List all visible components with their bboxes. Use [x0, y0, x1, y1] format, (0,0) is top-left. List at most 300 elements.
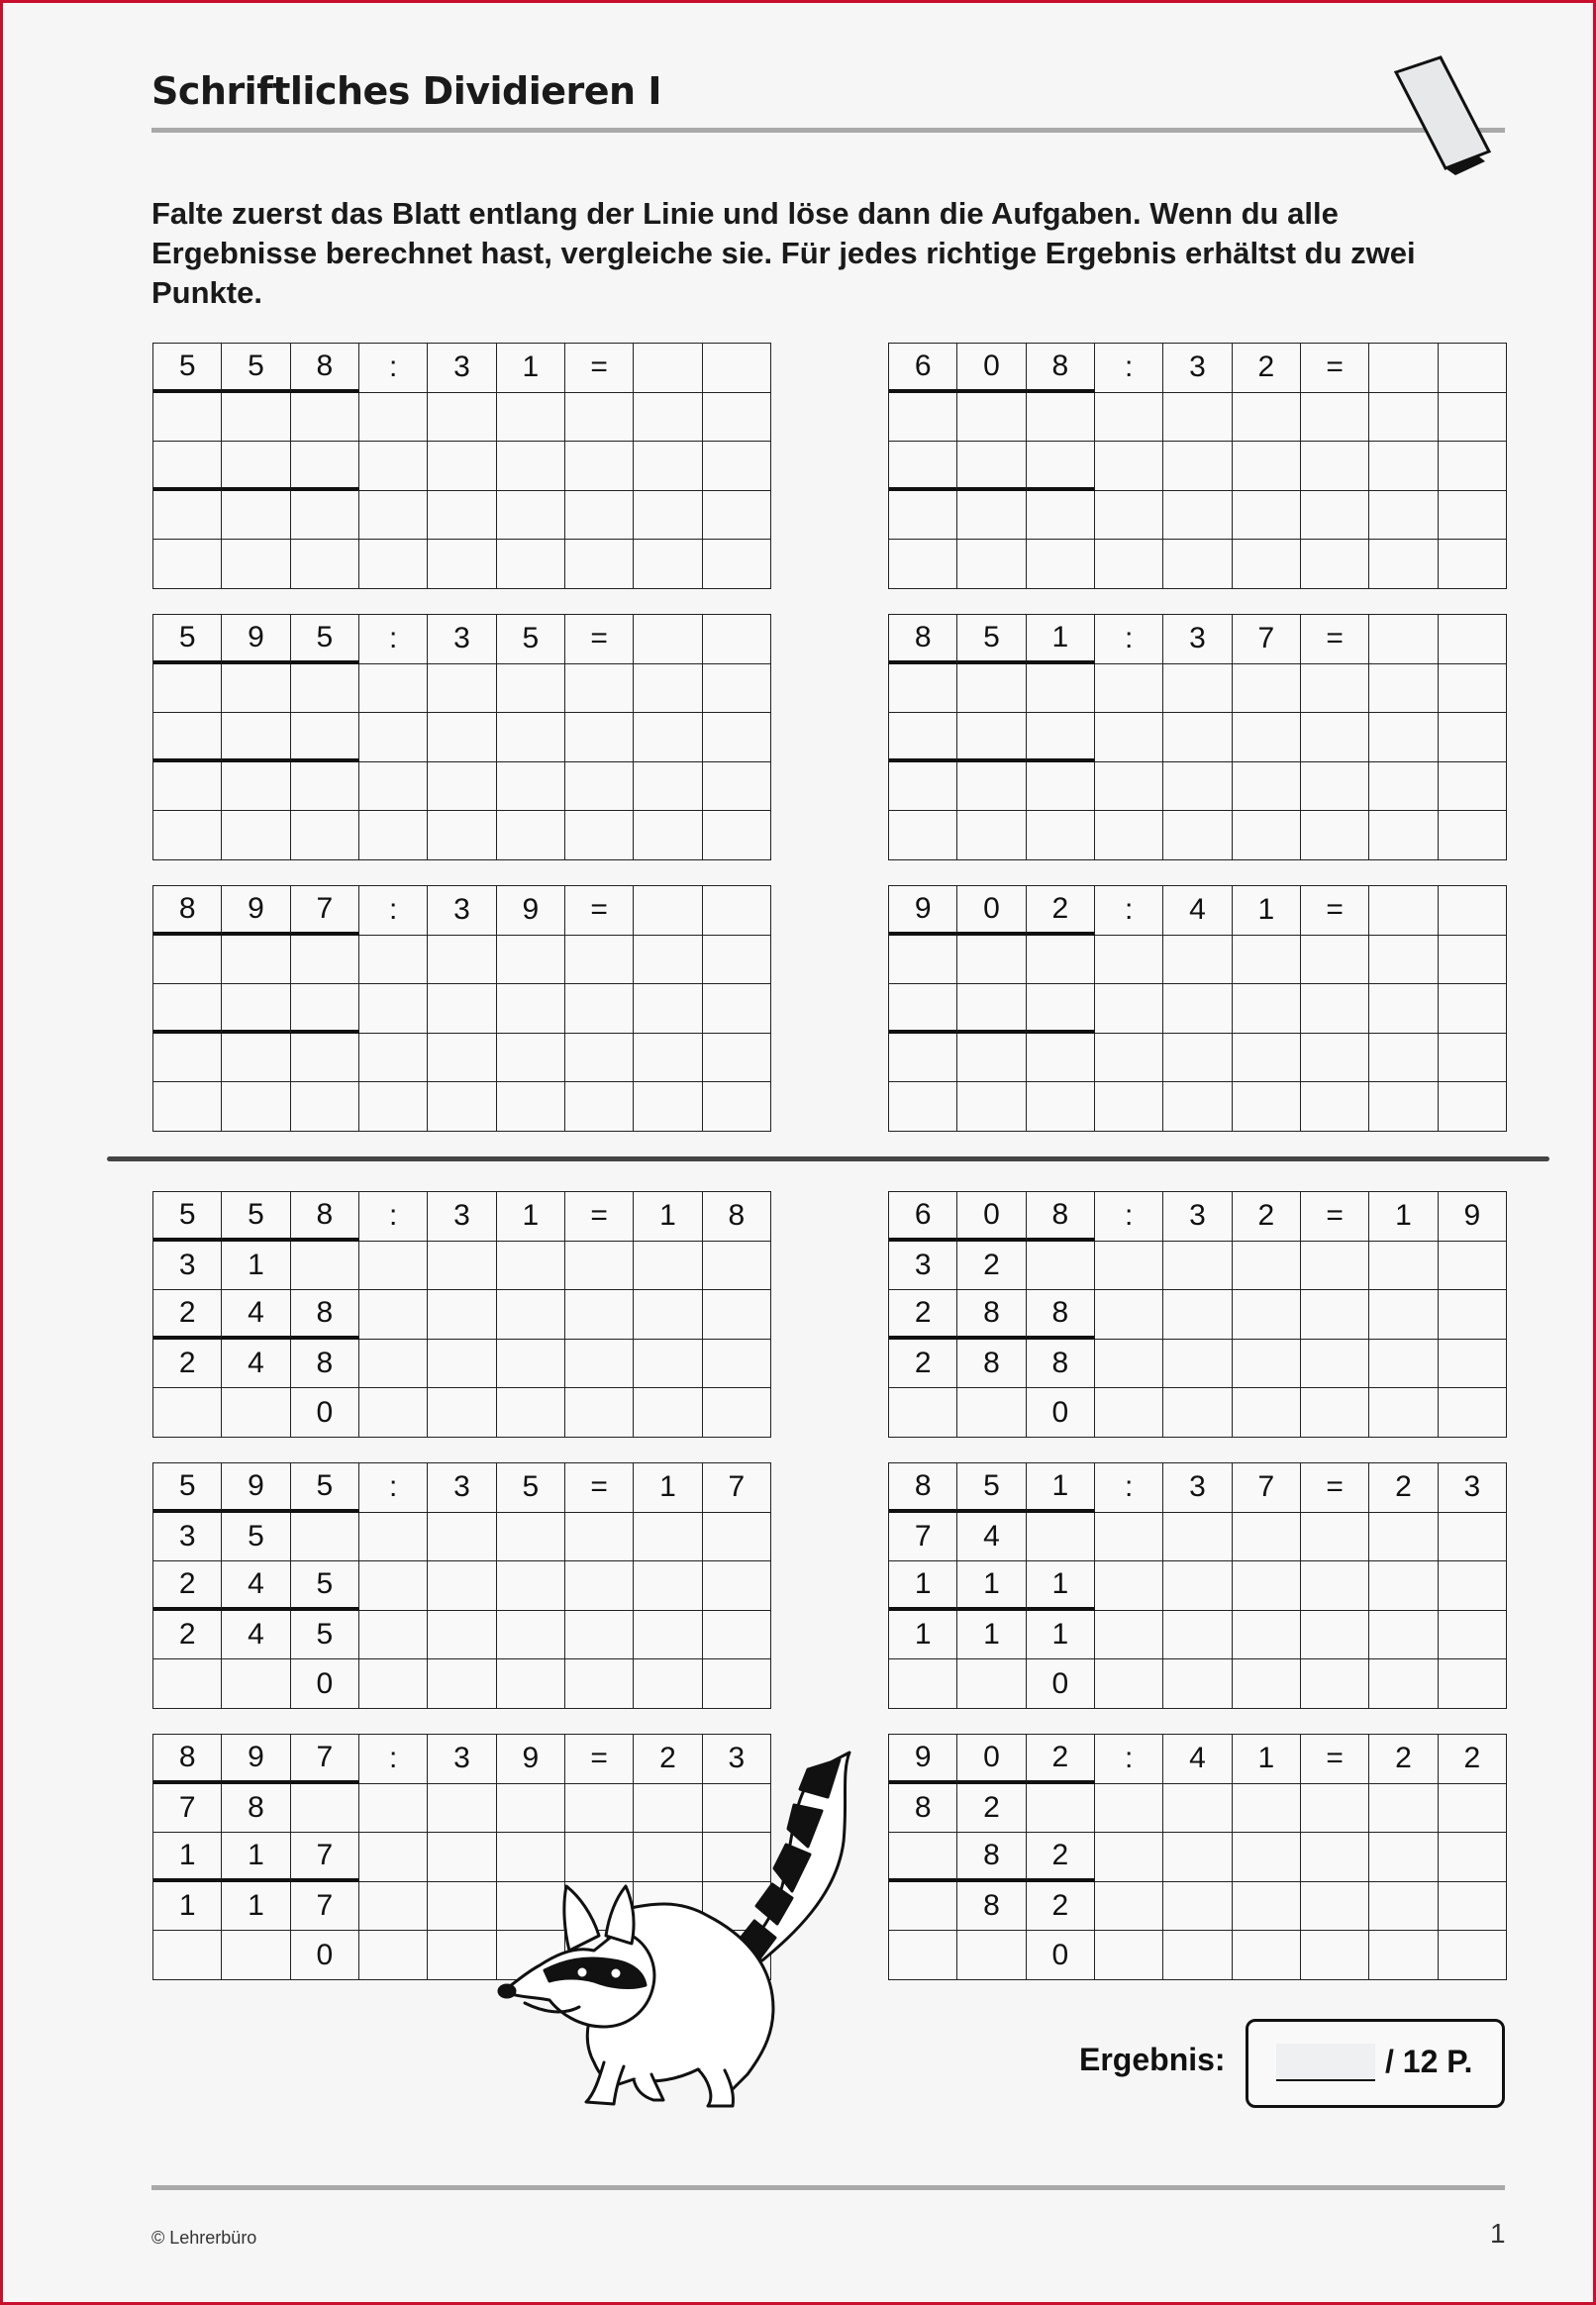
grid-cell	[703, 1290, 771, 1340]
grid-cell[interactable]	[153, 491, 222, 541]
grid-cell[interactable]	[703, 762, 771, 812]
grid-cell[interactable]: 7	[1233, 615, 1301, 664]
division-grid[interactable]	[888, 343, 1507, 589]
grid-cell	[1233, 1561, 1301, 1611]
grid-cell[interactable]	[703, 811, 771, 860]
grid-cell[interactable]	[1027, 1034, 1095, 1083]
grid-cell[interactable]	[1233, 762, 1301, 812]
grid-cell[interactable]: 4	[1163, 886, 1232, 936]
grid-cell[interactable]	[1369, 344, 1438, 393]
grid-cell[interactable]	[1369, 762, 1438, 812]
grid-cell[interactable]	[291, 713, 359, 762]
grid-cell[interactable]	[153, 713, 222, 762]
grid-cell[interactable]	[497, 713, 565, 762]
grid-cell[interactable]: 5	[222, 344, 290, 393]
grid-cell[interactable]	[565, 442, 634, 491]
grid-cell[interactable]	[153, 442, 222, 491]
grid-cell[interactable]	[1163, 811, 1232, 860]
grid-cell[interactable]	[703, 1082, 771, 1132]
grid-cell[interactable]	[291, 1034, 359, 1083]
grid-cell[interactable]	[565, 491, 634, 541]
grid-cell[interactable]	[222, 1034, 290, 1083]
grid-cell[interactable]: 3	[1163, 344, 1232, 393]
grid-cell[interactable]	[1439, 393, 1507, 443]
grid-cell[interactable]: 3	[428, 344, 496, 393]
grid-cell[interactable]	[1369, 393, 1438, 443]
grid-cell[interactable]: 5	[291, 615, 359, 664]
grid-cell[interactable]	[889, 491, 957, 541]
grid-cell[interactable]	[1439, 1034, 1507, 1083]
grid-cell[interactable]	[1163, 984, 1232, 1034]
grid-cell[interactable]	[153, 540, 222, 589]
division-grid[interactable]	[152, 885, 771, 1132]
grid-cell[interactable]	[1439, 886, 1507, 936]
grid-cell[interactable]	[1301, 393, 1369, 443]
grid-cell[interactable]: 8	[889, 615, 957, 664]
grid-cell[interactable]	[359, 811, 428, 860]
grid-cell[interactable]	[889, 540, 957, 589]
grid-cell[interactable]	[1301, 1082, 1369, 1132]
grid-cell[interactable]	[1163, 936, 1232, 985]
grid-cell[interactable]	[291, 540, 359, 589]
grid-cell[interactable]	[1163, 664, 1232, 714]
grid-cell[interactable]	[1439, 491, 1507, 541]
grid-cell[interactable]	[222, 393, 290, 443]
grid-cell[interactable]	[153, 936, 222, 985]
grid-cell[interactable]	[222, 1082, 290, 1132]
grid-cell	[1163, 1513, 1232, 1562]
grid-cell[interactable]	[1369, 540, 1438, 589]
grid-cell[interactable]: =	[1301, 615, 1369, 664]
division-grid[interactable]	[888, 614, 1507, 860]
grid-cell[interactable]	[1233, 713, 1301, 762]
grid-cell[interactable]: 3	[428, 615, 496, 664]
grid-cell[interactable]	[222, 442, 290, 491]
grid-cell[interactable]	[497, 664, 565, 714]
grid-cell	[1439, 1388, 1507, 1438]
grid-cell[interactable]	[565, 393, 634, 443]
grid-cell[interactable]	[703, 442, 771, 491]
grid-cell[interactable]	[1301, 442, 1369, 491]
grid-cell[interactable]	[889, 984, 957, 1034]
grid-cell[interactable]	[634, 713, 702, 762]
grid-cell[interactable]	[1233, 664, 1301, 714]
grid-cell[interactable]	[222, 984, 290, 1034]
grid-cell[interactable]	[703, 540, 771, 589]
grid-cell[interactable]	[1095, 393, 1163, 443]
grid-cell[interactable]	[428, 491, 496, 541]
grid-cell[interactable]	[1027, 984, 1095, 1034]
grid-cell[interactable]: 9	[222, 886, 290, 936]
grid-cell[interactable]	[1369, 811, 1438, 860]
grid-cell[interactable]	[1027, 393, 1095, 443]
grid-cell[interactable]	[1233, 540, 1301, 589]
grid-cell[interactable]	[1369, 1082, 1438, 1132]
grid-cell	[1369, 1882, 1438, 1932]
grid-cell[interactable]	[1095, 540, 1163, 589]
grid-cell[interactable]	[1301, 762, 1369, 812]
grid-cell[interactable]	[1027, 540, 1095, 589]
grid-cell[interactable]	[291, 811, 359, 860]
grid-cell[interactable]	[1095, 1082, 1163, 1132]
grid-cell[interactable]	[889, 762, 957, 812]
grid-cell[interactable]	[957, 936, 1026, 985]
grid-cell[interactable]	[1369, 936, 1438, 985]
grid-cell[interactable]	[359, 936, 428, 985]
grid-cell[interactable]	[497, 491, 565, 541]
grid-cell[interactable]	[222, 936, 290, 985]
grid-cell[interactable]: :	[359, 886, 428, 936]
grid-cell[interactable]	[222, 664, 290, 714]
grid-cell	[1163, 1882, 1232, 1932]
grid-cell[interactable]: 7	[291, 886, 359, 936]
grid-cell[interactable]	[497, 984, 565, 1034]
grid-cell[interactable]	[359, 1034, 428, 1083]
grid-cell[interactable]	[497, 1082, 565, 1132]
grid-cell[interactable]	[359, 491, 428, 541]
grid-cell[interactable]	[291, 936, 359, 985]
grid-cell[interactable]: :	[359, 344, 428, 393]
grid-cell[interactable]	[359, 984, 428, 1034]
grid-cell[interactable]	[359, 393, 428, 443]
grid-cell[interactable]: 0	[957, 886, 1026, 936]
grid-cell[interactable]	[1027, 442, 1095, 491]
grid-cell[interactable]	[1301, 811, 1369, 860]
grid-cell[interactable]	[497, 1034, 565, 1083]
grid-cell[interactable]	[703, 664, 771, 714]
grid-cell[interactable]	[291, 1082, 359, 1132]
grid-cell[interactable]	[359, 713, 428, 762]
grid-cell[interactable]	[359, 442, 428, 491]
grid-cell[interactable]	[703, 984, 771, 1034]
grid-cell[interactable]	[634, 811, 702, 860]
grid-cell[interactable]: :	[1095, 886, 1163, 936]
grid-cell[interactable]	[1095, 664, 1163, 714]
grid-cell[interactable]	[1369, 713, 1438, 762]
grid-cell[interactable]	[1095, 491, 1163, 541]
grid-cell[interactable]	[1439, 713, 1507, 762]
grid-cell[interactable]	[291, 984, 359, 1034]
grid-cell[interactable]	[957, 393, 1026, 443]
grid-cell[interactable]: 5	[497, 615, 565, 664]
grid-cell[interactable]	[889, 713, 957, 762]
grid-cell[interactable]	[634, 1034, 702, 1083]
grid-cell[interactable]	[957, 664, 1026, 714]
grid-cell[interactable]: 6	[889, 344, 957, 393]
grid-cell[interactable]	[1439, 615, 1507, 664]
grid-cell[interactable]	[428, 1082, 496, 1132]
grid-cell[interactable]	[1301, 984, 1369, 1034]
grid-cell[interactable]	[1163, 762, 1232, 812]
grid-cell[interactable]	[1369, 491, 1438, 541]
grid-cell[interactable]	[1369, 615, 1438, 664]
grid-cell[interactable]	[565, 713, 634, 762]
grid-cell[interactable]	[634, 762, 702, 812]
grid-cell[interactable]	[428, 664, 496, 714]
grid-cell[interactable]	[153, 1082, 222, 1132]
grid-cell: 8	[703, 1192, 771, 1242]
grid-cell[interactable]	[703, 886, 771, 936]
grid-cell[interactable]	[1163, 1082, 1232, 1132]
grid-cell[interactable]	[359, 664, 428, 714]
grid-cell[interactable]	[957, 713, 1026, 762]
grid-cell[interactable]	[634, 615, 702, 664]
grid-cell[interactable]	[1369, 984, 1438, 1034]
grid-cell[interactable]	[1233, 1034, 1301, 1083]
division-grid[interactable]	[152, 343, 771, 589]
grid-cell[interactable]	[703, 1034, 771, 1083]
grid-cell[interactable]	[1095, 762, 1163, 812]
grid-cell[interactable]	[1369, 1034, 1438, 1083]
score-input-field[interactable]	[1276, 2044, 1375, 2081]
grid-cell[interactable]	[497, 442, 565, 491]
grid-cell: 4	[222, 1611, 290, 1660]
grid-cell	[359, 1561, 428, 1611]
grid-cell[interactable]	[565, 1034, 634, 1083]
grid-cell	[222, 1931, 290, 1980]
grid-cell: 7	[291, 1735, 359, 1784]
grid-cell[interactable]	[634, 540, 702, 589]
grid-cell[interactable]: 3	[428, 886, 496, 936]
grid-cell[interactable]	[222, 811, 290, 860]
grid-cell[interactable]	[703, 491, 771, 541]
grid-cell[interactable]	[957, 540, 1026, 589]
grid-cell[interactable]	[1233, 491, 1301, 541]
grid-cell[interactable]	[1369, 886, 1438, 936]
grid-cell[interactable]: =	[565, 615, 634, 664]
grid-cell[interactable]	[1163, 442, 1232, 491]
grid-cell[interactable]	[1439, 984, 1507, 1034]
grid-cell: 8	[957, 1833, 1026, 1882]
grid-cell[interactable]	[428, 936, 496, 985]
grid-cell[interactable]	[1439, 936, 1507, 985]
grid-cell[interactable]	[1027, 491, 1095, 541]
grid-cell[interactable]	[153, 664, 222, 714]
grid-cell[interactable]	[222, 540, 290, 589]
grid-cell[interactable]	[1163, 393, 1232, 443]
grid-cell[interactable]	[1439, 811, 1507, 860]
grid-cell[interactable]	[291, 664, 359, 714]
grid-cell[interactable]	[703, 936, 771, 985]
grid-cell[interactable]	[1163, 540, 1232, 589]
grid-cell[interactable]	[428, 540, 496, 589]
grid-cell[interactable]	[1233, 811, 1301, 860]
grid-cell	[428, 1242, 496, 1291]
grid-cell[interactable]	[565, 664, 634, 714]
grid-cell[interactable]	[634, 442, 702, 491]
grid-cell: 2	[957, 1784, 1026, 1834]
grid-cell[interactable]	[889, 811, 957, 860]
grid-cell[interactable]	[359, 762, 428, 812]
grid-cell[interactable]	[1369, 442, 1438, 491]
grid-cell[interactable]	[565, 936, 634, 985]
grid-cell[interactable]	[153, 811, 222, 860]
grid-cell[interactable]	[1439, 1082, 1507, 1132]
grid-cell[interactable]	[957, 442, 1026, 491]
grid-cell[interactable]	[428, 713, 496, 762]
grid-cell[interactable]	[703, 713, 771, 762]
grid-cell[interactable]: 8	[153, 886, 222, 936]
grid-cell[interactable]: =	[565, 344, 634, 393]
grid-cell[interactable]	[428, 811, 496, 860]
grid-cell[interactable]	[153, 1034, 222, 1083]
grid-cell[interactable]	[1163, 491, 1232, 541]
grid-cell[interactable]: 3	[1163, 615, 1232, 664]
grid-cell[interactable]	[428, 442, 496, 491]
grid-cell[interactable]	[291, 762, 359, 812]
grid-cell[interactable]	[1301, 540, 1369, 589]
grid-cell: 5	[222, 1192, 290, 1242]
grid-cell[interactable]: :	[1095, 344, 1163, 393]
grid-cell[interactable]	[1233, 936, 1301, 985]
grid-cell[interactable]	[634, 1082, 702, 1132]
grid-cell[interactable]: :	[1095, 615, 1163, 664]
grid-cell[interactable]	[565, 984, 634, 1034]
grid-cell[interactable]	[497, 762, 565, 812]
grid-cell[interactable]	[703, 615, 771, 664]
grid-cell[interactable]: 8	[1027, 344, 1095, 393]
grid-cell: 3	[1163, 1463, 1232, 1513]
grid-cell[interactable]	[1027, 811, 1095, 860]
grid-cell[interactable]	[222, 491, 290, 541]
grid-cell[interactable]	[1439, 762, 1507, 812]
grid-cell[interactable]: 1	[1233, 886, 1301, 936]
grid-cell[interactable]	[957, 984, 1026, 1034]
grid-cell[interactable]: 9	[497, 886, 565, 936]
grid-cell[interactable]	[359, 540, 428, 589]
grid-cell[interactable]	[1439, 442, 1507, 491]
grid-cell[interactable]: =	[1301, 344, 1369, 393]
grid-cell[interactable]	[1233, 442, 1301, 491]
grid-cell	[634, 1611, 702, 1660]
grid-cell[interactable]	[428, 393, 496, 443]
grid-cell[interactable]	[634, 886, 702, 936]
grid-cell[interactable]	[1369, 664, 1438, 714]
grid-cell[interactable]	[565, 540, 634, 589]
grid-cell[interactable]	[565, 1082, 634, 1132]
grid-cell[interactable]	[565, 762, 634, 812]
grid-cell[interactable]	[153, 984, 222, 1034]
grid-cell[interactable]	[1301, 713, 1369, 762]
grid-cell[interactable]	[889, 442, 957, 491]
grid-cell[interactable]	[1301, 491, 1369, 541]
grid-cell[interactable]	[153, 762, 222, 812]
grid-cell[interactable]: =	[565, 886, 634, 936]
grid-cell[interactable]	[957, 811, 1026, 860]
grid-cell[interactable]	[1163, 1034, 1232, 1083]
grid-cell[interactable]	[1027, 664, 1095, 714]
grid-cell[interactable]: 9	[889, 886, 957, 936]
grid-cell[interactable]	[1095, 1034, 1163, 1083]
grid-cell[interactable]	[428, 762, 496, 812]
grid-cell[interactable]	[1095, 713, 1163, 762]
grid-cell[interactable]: :	[359, 615, 428, 664]
grid-cell[interactable]	[1095, 936, 1163, 985]
grid-cell[interactable]	[634, 984, 702, 1034]
grid-cell[interactable]	[889, 1082, 957, 1132]
grid-cell	[889, 1931, 957, 1980]
grid-cell[interactable]	[291, 442, 359, 491]
grid-cell[interactable]: 0	[957, 344, 1026, 393]
grid-cell[interactable]	[497, 936, 565, 985]
grid-cell	[634, 1561, 702, 1611]
grid-cell[interactable]	[1095, 984, 1163, 1034]
grid-cell[interactable]	[1439, 540, 1507, 589]
grid-cell[interactable]	[497, 811, 565, 860]
grid-cell[interactable]: 5	[153, 615, 222, 664]
grid-cell[interactable]	[1301, 664, 1369, 714]
grid-cell[interactable]	[634, 936, 702, 985]
grid-cell[interactable]	[1095, 811, 1163, 860]
grid-cell[interactable]	[222, 762, 290, 812]
grid-cell[interactable]	[957, 1082, 1026, 1132]
grid-cell[interactable]	[1301, 1034, 1369, 1083]
grid-cell[interactable]	[634, 491, 702, 541]
max-score: / 12 P.	[1385, 2044, 1473, 2079]
grid-cell[interactable]	[634, 664, 702, 714]
grid-cell[interactable]	[497, 393, 565, 443]
grid-cell[interactable]	[889, 1034, 957, 1083]
grid-cell[interactable]: 1	[497, 344, 565, 393]
grid-cell[interactable]	[703, 393, 771, 443]
grid-cell[interactable]: 2	[1027, 886, 1095, 936]
grid-cell[interactable]	[957, 1034, 1026, 1083]
grid-cell[interactable]	[634, 393, 702, 443]
grid-cell[interactable]	[889, 664, 957, 714]
grid-cell[interactable]	[222, 713, 290, 762]
grid-cell[interactable]	[1027, 713, 1095, 762]
grid-cell[interactable]: =	[1301, 886, 1369, 936]
grid-cell[interactable]: 5	[153, 344, 222, 393]
division-grid[interactable]	[888, 885, 1507, 1132]
grid-cell[interactable]: 5	[957, 615, 1026, 664]
grid-cell[interactable]: 1	[1027, 615, 1095, 664]
grid-cell[interactable]	[703, 344, 771, 393]
grid-cell[interactable]	[1439, 664, 1507, 714]
grid-cell[interactable]	[428, 1034, 496, 1083]
grid-cell[interactable]	[1233, 393, 1301, 443]
grid-cell[interactable]	[1233, 984, 1301, 1034]
grid-cell[interactable]	[957, 762, 1026, 812]
grid-cell[interactable]	[497, 540, 565, 589]
grid-cell: 1	[957, 1561, 1026, 1611]
grid-cell	[565, 1388, 634, 1438]
grid-cell[interactable]	[1095, 442, 1163, 491]
grid-cell[interactable]: 9	[222, 615, 290, 664]
grid-cell[interactable]	[153, 393, 222, 443]
grid-cell: 2	[634, 1735, 702, 1784]
grid-cell[interactable]	[1027, 1082, 1095, 1132]
division-grid[interactable]	[152, 614, 771, 860]
grid-cell[interactable]	[1233, 1082, 1301, 1132]
grid-cell[interactable]: 2	[1233, 344, 1301, 393]
grid-cell[interactable]	[1027, 762, 1095, 812]
grid-cell[interactable]	[565, 811, 634, 860]
grid-cell[interactable]	[889, 936, 957, 985]
grid-cell[interactable]	[957, 491, 1026, 541]
grid-cell[interactable]	[291, 491, 359, 541]
grid-cell[interactable]	[359, 1082, 428, 1132]
grid-cell[interactable]	[291, 393, 359, 443]
grid-cell[interactable]: 8	[291, 344, 359, 393]
grid-cell[interactable]	[889, 393, 957, 443]
grid-cell[interactable]	[428, 984, 496, 1034]
grid-cell[interactable]	[1439, 344, 1507, 393]
grid-cell[interactable]	[1301, 936, 1369, 985]
grid-cell[interactable]	[634, 344, 702, 393]
grid-cell[interactable]	[1163, 713, 1232, 762]
grid-cell[interactable]	[1027, 936, 1095, 985]
